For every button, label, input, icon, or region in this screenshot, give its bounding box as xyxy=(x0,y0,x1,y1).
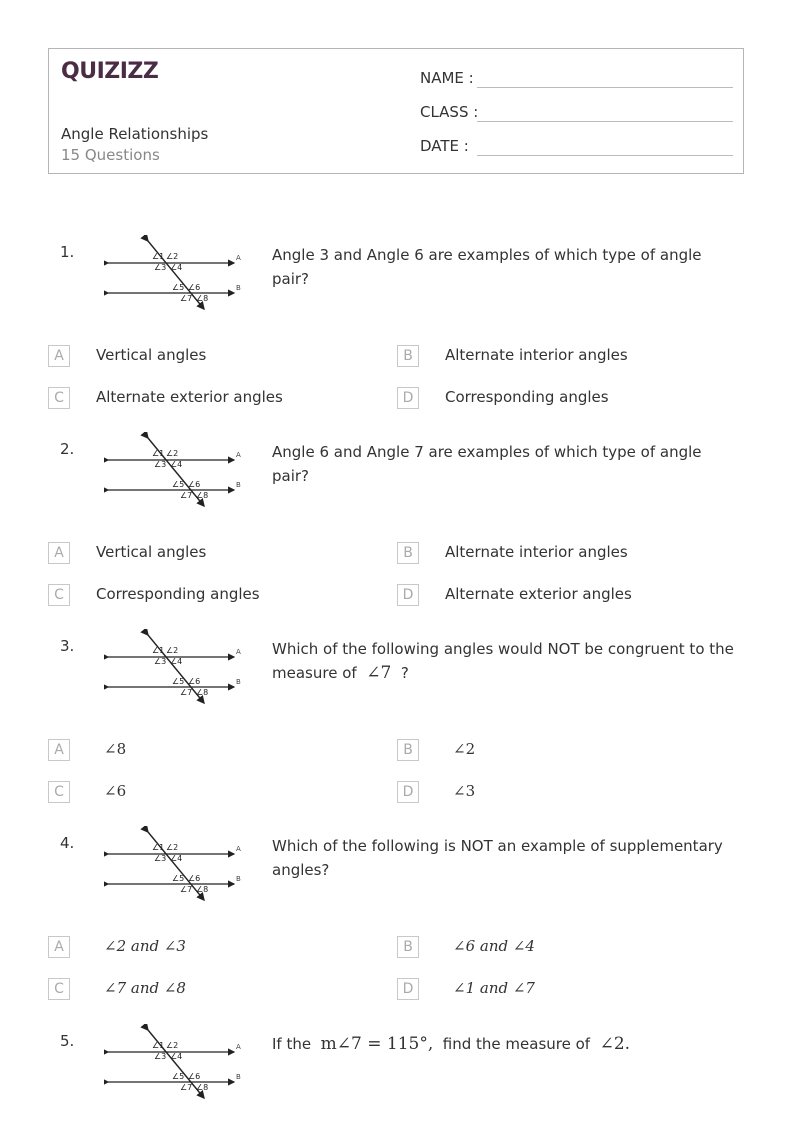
option-letter: C xyxy=(48,584,70,606)
option-letter: A xyxy=(48,345,70,367)
angle-label: ∠7 xyxy=(180,688,193,697)
angle-label: ∠7 xyxy=(180,294,193,303)
angle-label: ∠5 xyxy=(172,1072,185,1081)
angle-label: ∠6 xyxy=(188,874,201,883)
angle-label: ∠2 xyxy=(166,843,179,852)
option-text: Alternate exterior angles xyxy=(445,585,632,603)
angle-label: ∠8 xyxy=(196,1083,209,1092)
diagram-svg xyxy=(104,826,244,902)
line-label-b: B xyxy=(236,284,241,292)
question-count: 15 Questions xyxy=(61,146,160,164)
option-letter: D xyxy=(397,781,419,803)
angle-label: ∠8 xyxy=(196,885,209,894)
question-number: 5. xyxy=(60,1032,75,1050)
angle-label: ∠5 xyxy=(172,874,185,883)
name-line xyxy=(477,87,733,88)
question-text-part: ? xyxy=(400,664,409,682)
question-text xyxy=(272,637,742,685)
angle-label: ∠7 xyxy=(180,885,193,894)
question-number: 2. xyxy=(60,440,75,458)
question-text-part: Which of the following angles would NOT be congruent to the measure of xyxy=(272,640,734,682)
angle-label: ∠4 xyxy=(170,263,183,272)
option-letter: D xyxy=(397,978,419,1000)
worksheet-header xyxy=(48,48,744,174)
question-text: Angle 3 and Angle 6 are examples of which type of angle pair? xyxy=(272,246,702,288)
date-line xyxy=(477,155,733,156)
angle-label: ∠2 xyxy=(166,449,179,458)
option-letter: D xyxy=(397,584,419,606)
line-label-a: A xyxy=(236,451,241,459)
name-field[interactable] xyxy=(420,69,474,87)
diagram-svg xyxy=(104,629,244,705)
angle-label: ∠1 xyxy=(152,252,165,261)
option-letter: B xyxy=(397,936,419,958)
angle-label: ∠1 xyxy=(152,449,165,458)
line-label-a: A xyxy=(236,845,241,853)
angle-label: ∠2 xyxy=(166,252,179,261)
angle-label: ∠8 xyxy=(196,294,209,303)
diagram-svg xyxy=(104,432,244,508)
angle-label: ∠8 xyxy=(196,688,209,697)
option-letter: A xyxy=(48,936,70,958)
question-text-part: If the xyxy=(272,1035,312,1053)
math-expression: ∠7 xyxy=(366,663,392,683)
class-label: CLASS : xyxy=(420,103,479,121)
angle-label: ∠3 xyxy=(154,657,167,666)
angle-label: ∠3 xyxy=(154,854,167,863)
class-line xyxy=(477,121,733,122)
option-text: ∠3 xyxy=(453,782,476,800)
question-text: Angle 6 and Angle 7 are examples of which type of angle pair? xyxy=(272,443,702,485)
angle-label: ∠4 xyxy=(170,854,183,863)
question-number: 3. xyxy=(60,637,75,655)
question-number: 4. xyxy=(60,834,75,852)
angle-label: ∠2 xyxy=(166,646,179,655)
option-letter: C xyxy=(48,781,70,803)
angle-label: ∠5 xyxy=(172,480,185,489)
parallel-lines-diagram xyxy=(104,1024,244,1104)
question-text-part: find the measure of xyxy=(442,1035,591,1053)
option-text: Vertical angles xyxy=(96,543,207,561)
date-field[interactable] xyxy=(420,137,469,155)
angle-label: ∠3 xyxy=(154,263,167,272)
option-text: ∠6 xyxy=(104,782,127,800)
angle-label: ∠4 xyxy=(170,1052,183,1061)
option-text: ∠1 and ∠7 xyxy=(453,979,535,997)
option-text: Alternate interior angles xyxy=(445,346,628,364)
option-letter: B xyxy=(397,739,419,761)
option-text: Alternate exterior angles xyxy=(96,388,283,406)
math-expression: m∠7 = 115°, xyxy=(320,1034,434,1054)
option-text: Corresponding angles xyxy=(96,585,260,603)
quizizz-logo: QUIZIZZ xyxy=(61,59,159,84)
parallel-lines-diagram xyxy=(104,235,244,315)
diagram-svg xyxy=(104,235,244,311)
angle-label: ∠3 xyxy=(154,1052,167,1061)
question-text xyxy=(272,1032,752,1056)
diagram-svg xyxy=(104,1024,244,1100)
angle-label: ∠3 xyxy=(154,460,167,469)
parallel-lines-diagram xyxy=(104,826,244,906)
option-text: ∠6 and ∠4 xyxy=(453,937,535,955)
line-label-b: B xyxy=(236,481,241,489)
option-letter: A xyxy=(48,739,70,761)
angle-label: ∠1 xyxy=(152,843,165,852)
angle-label: ∠1 xyxy=(152,646,165,655)
line-label-a: A xyxy=(236,648,241,656)
option-text: Alternate interior angles xyxy=(445,543,628,561)
line-label-b: B xyxy=(236,678,241,686)
class-field[interactable] xyxy=(420,103,478,121)
math-expression: ∠2. xyxy=(599,1034,631,1054)
date-label: DATE : xyxy=(420,137,469,155)
name-label: NAME : xyxy=(420,69,474,87)
option-text: ∠2 xyxy=(453,740,476,758)
angle-label: ∠4 xyxy=(170,460,183,469)
option-letter: D xyxy=(397,387,419,409)
angle-label: ∠8 xyxy=(196,491,209,500)
angle-label: ∠7 xyxy=(180,491,193,500)
angle-label: ∠1 xyxy=(152,1041,165,1050)
option-letter: B xyxy=(397,345,419,367)
parallel-lines-diagram xyxy=(104,432,244,512)
angle-label: ∠2 xyxy=(166,1041,179,1050)
option-text: ∠7 and ∠8 xyxy=(104,979,186,997)
question-number: 1. xyxy=(60,243,75,261)
option-text: ∠2 and ∠3 xyxy=(104,937,186,955)
line-label-b: B xyxy=(236,1073,241,1081)
option-letter: A xyxy=(48,542,70,564)
worksheet-title: Angle Relationships xyxy=(61,125,209,143)
angle-label: ∠6 xyxy=(188,1072,201,1081)
angle-label: ∠6 xyxy=(188,677,201,686)
option-text: Vertical angles xyxy=(96,346,207,364)
angle-label: ∠5 xyxy=(172,283,185,292)
line-label-a: A xyxy=(236,254,241,262)
option-letter: C xyxy=(48,978,70,1000)
angle-label: ∠4 xyxy=(170,657,183,666)
angle-label: ∠5 xyxy=(172,677,185,686)
option-text: Corresponding angles xyxy=(445,388,609,406)
option-letter: C xyxy=(48,387,70,409)
angle-label: ∠6 xyxy=(188,480,201,489)
angle-label: ∠6 xyxy=(188,283,201,292)
question-text: Which of the following is NOT an example of supplementary angles? xyxy=(272,837,723,879)
line-label-a: A xyxy=(236,1043,241,1051)
line-label-b: B xyxy=(236,875,241,883)
option-text: ∠8 xyxy=(104,740,127,758)
angle-label: ∠7 xyxy=(180,1083,193,1092)
option-letter: B xyxy=(397,542,419,564)
parallel-lines-diagram xyxy=(104,629,244,709)
